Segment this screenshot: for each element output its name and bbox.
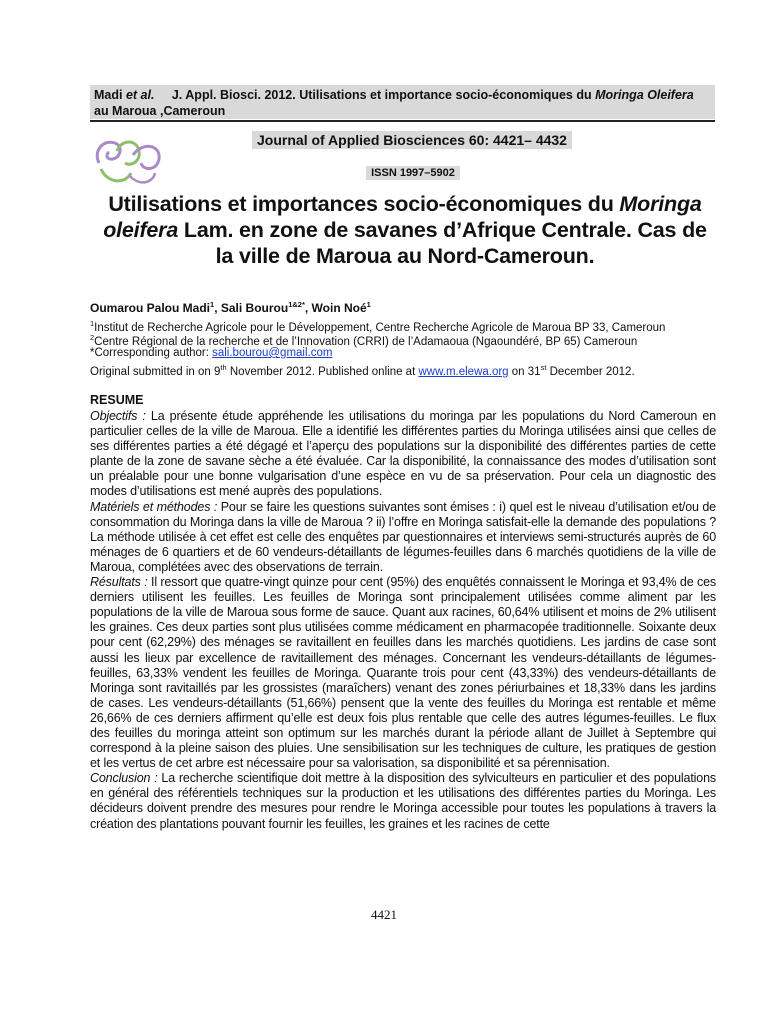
results-paragraph: [90, 575, 716, 771]
conclusion-paragraph: [90, 771, 716, 831]
corresponding-author: [90, 346, 720, 360]
corr-label: *Corresponding author:: [90, 347, 213, 359]
aff1-text: Institut de Recherche Agricole pour le Développement, Centre Recherche Agricole de Maroua BP 33, Cameroun: [94, 321, 666, 334]
sub-b: November 2012. Published online at: [226, 365, 419, 378]
results-label: Résultats :: [90, 575, 148, 590]
conclusion-label: Conclusion :: [90, 771, 158, 786]
title-species: Moringa oleifera: [103, 192, 702, 242]
resume-heading: RESUME: [90, 393, 144, 407]
sub-c: on 31: [508, 365, 541, 378]
aff2-text: Centre Régional de la recherche et de l’Innovation (CRRI) de l’Adamaoua (Ngaoundéré, BP 65) Cameroun: [94, 335, 638, 348]
header-rule: [90, 120, 715, 122]
conclusion-text: La recherche scientifique doit mettre à la disposition des sylviculteurs en particulier et des populations en général des référentiels techniques sur la production et les utilisations des différentes parties du Moringa. Les décideurs doivent prendre des mesures pour rendre le Moringa accessible pour toutes les populations à travers la création des plantations pouvant fournir les feuilles, les graines et les racines de cette: [90, 771, 716, 831]
journal-line: Journal of Applied Biosciences 60: 4421– 4432: [252, 131, 572, 149]
aff1-sup: 1: [90, 319, 95, 328]
methods-paragraph: [90, 500, 716, 575]
author-3-sup: 1: [366, 300, 371, 309]
aff2-sup: 2: [90, 333, 95, 342]
author-3: , Woin Noé: [304, 301, 367, 315]
title-part2: Lam. en zone de savanes d’Afrique Centrale. Cas de la ville de Maroua au Nord-Cameroun.: [178, 218, 707, 268]
objectives-label: Objectifs :: [90, 409, 146, 423]
abstract-body: [90, 409, 716, 832]
running-header: [90, 85, 715, 119]
page-number: 4421: [371, 907, 397, 922]
header-etal: et al.: [125, 88, 155, 102]
journal-url-link[interactable]: www.m.elewa.org: [418, 365, 509, 378]
methods-text: Pour se faire les questions suivantes sont émises : i) quel est le niveau d’utilisation et/ou de consommation du Moringa dans la ville de Maroua ? ii) l’offre en Moringa satisfait-elle la demande des populations ? La méthode utilisée à cet effet est celle des enquêtes par questionnaires et interviews semi-structurés auprès de 60 ménages de 6 quartiers et de 60 vendeurs-détaillants de légumes-feuilles dans 6 marchés quotidiens de la ville de Maroua, complétées avec des observations de terrain.: [90, 499, 716, 574]
author-1-sup: 1: [210, 300, 215, 309]
results-text: Il ressort que quatre-vingt quinze pour cent (95%) des enquêtés connaissent le Moringa et 93,4% de ces derniers utilisent les feuilles. Les feuilles de Moringa sont principalement utilisées comme aliment par les populations de la ville de Maroua sous forme de sauce. Quant aux racines, 60,64% utilisent et moins de 2% utilisent les graines. Ces deux parties sont plus utilisées comme médicament en pharmacopée traditionnelle. Soixante deux pour cent (62,29%) des ménages se ravitaillent en feuilles dans les marchés quotidiens. Les jardins de case sont aussi les lieux par excellence de ravitaillement des ménages. Concernant les vendeurs-détaillants de légumes-feuilles, 63,33% vendent les feuilles de Moringa. Quarante trois pour cent (43,33%) des vendeurs-détaillants de Moringa sont ravitaillés par les grossistes (maraîchers) venant des zones périurbaines et 18,33% dans les jardins de cases. Les vendeurs-détaillants (51,66%) pensent que la vente des feuilles du Moringa est rentable et même 26,66% de ces derniers affirment qu’elle est deux fois plus rentable que celle des autres légumes-feuilles. Le flux des feuilles du moringa atteint son optimum sur les marchés durant la période allant de Juillet à Septembre qui correspond à la pleine saison des pluies. Une sensibilisation sur les techniques de culture, les pratiques de gestion et les vertus de cet arbre est nécessaire pour sa valorisation, sa disponibilité et sa pérennisation.: [90, 575, 716, 771]
header-author: Madi: [94, 88, 123, 102]
corr-email-link[interactable]: sali.bourou@gmail.com: [212, 347, 333, 359]
header-citation: J. Appl. Biosci. 2012. Utilisations et importance socio-économiques du: [171, 88, 592, 102]
sub-a: Original submitted in on 9: [90, 365, 221, 378]
author-2: , Sali Bourou: [214, 301, 289, 315]
header-species: Moringa Oleifera: [595, 88, 694, 102]
objectives-text: La présente étude appréhende les utilisations du moringa par les populations du Nord Cameroun en particulier celles de la ville de Maroua. Elle a identifié les différentes parties du Moringa utilisées ainsi que celles de ses différentes parties a été dégagé et l’aperçu des populations sur la disponibilité des différentes parties de cette plante de la zone de savane sèche a été évaluée. Car la disponibilité, la connaissance des modes d’utilisation sont un préalable pour une bonne vulgarisation d’une espèce en vu de sa préservation. Pour cela un diagnostic des modes d’utilisations est mené auprès des populations.: [90, 409, 716, 499]
submission-info: [90, 361, 720, 379]
author-2-sup: 1&2*: [288, 300, 305, 309]
author-list: [90, 300, 371, 315]
journal-logo-icon: [91, 133, 167, 189]
title-part1: Utilisations et importances socio-économiques du: [108, 192, 620, 216]
sub-d: December 2012.: [546, 365, 635, 378]
paper-title: [95, 191, 715, 269]
issn: ISSN 1997–5902: [366, 166, 460, 180]
objectives-paragraph: [90, 409, 716, 500]
sub-sup2: st: [540, 363, 547, 372]
sub-sup1: th: [220, 363, 227, 372]
header-place: au Maroua ,Cameroun: [94, 104, 226, 118]
author-1: Oumarou Palou Madi: [90, 301, 211, 315]
methods-label: Matériels et méthodes :: [90, 499, 218, 514]
